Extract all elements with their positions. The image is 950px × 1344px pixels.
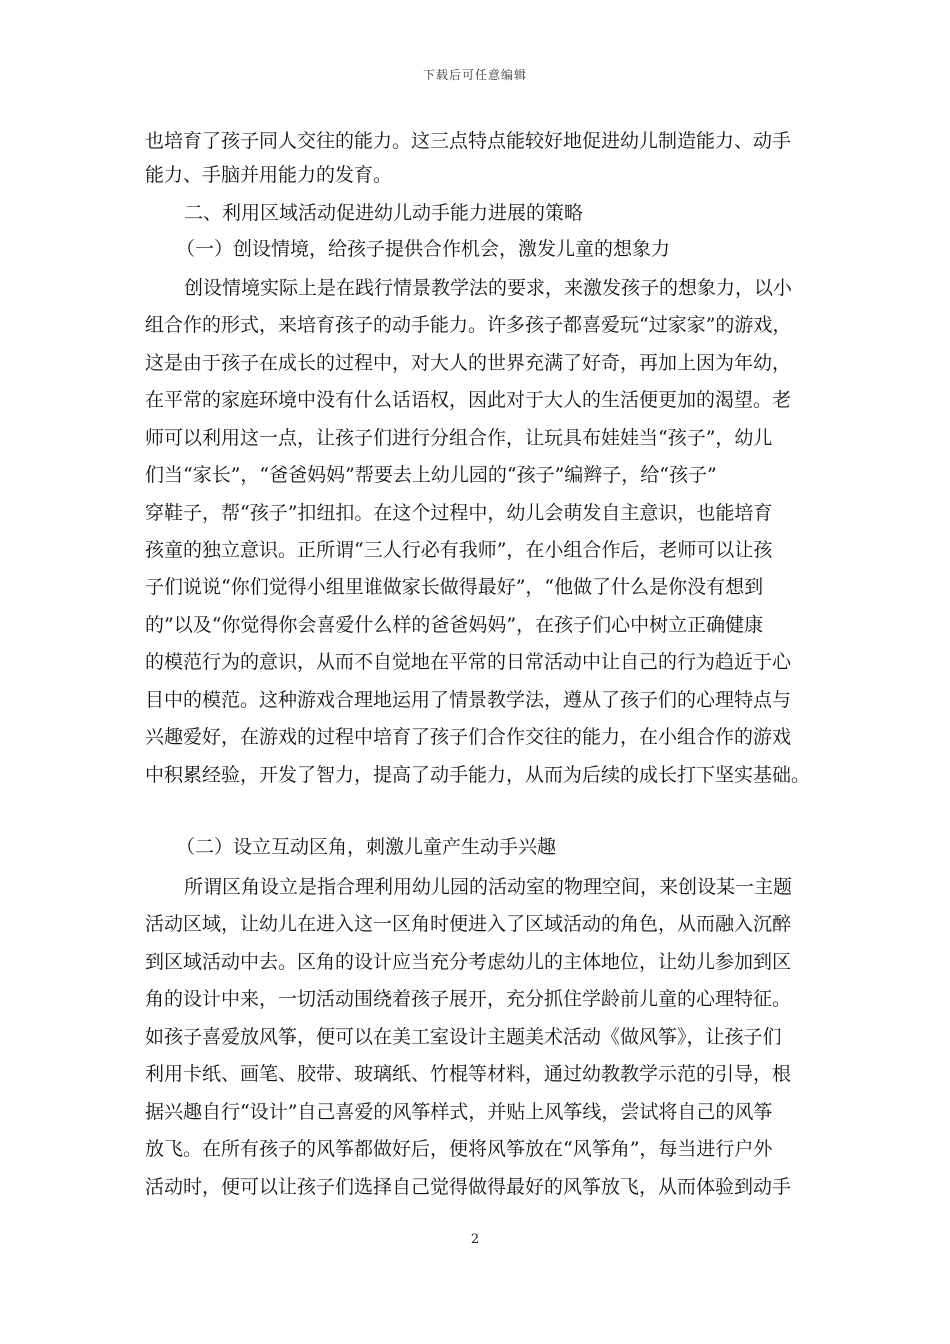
text-line: 活动区域，让幼儿在进入这一区角时便进入了区域活动的角色，从而融入沉醉 xyxy=(145,913,792,935)
text-line: 兴趣爱好，在游戏的过程中培育了孩子们合作交往的能力，在小组合作的游戏 xyxy=(145,726,792,748)
text-line: 利用卡纸、画笔、胶带、玻璃纸、竹棍等材料，通过幼教教学示范的引导，根 xyxy=(145,1063,792,1085)
text-line: 据兴趣自行“设计”自己喜爱的风筝样式，并贴上风筝线，尝试将自己的风筝 xyxy=(145,1101,773,1123)
text-line: 的模范行为的意识，从而不自觉地在平常的日常活动中让自己的行为趋近于心 xyxy=(145,651,792,673)
text-line: 到区域活动中去。区角的设计应当充分考虑幼儿的主体地位，让幼儿参加到区 xyxy=(145,951,792,973)
text-line: 能力、手脑并用能力的发育。 xyxy=(145,164,393,186)
subsection-heading: （二）设立互动区角，刺激儿童产生动手兴趣 xyxy=(176,836,557,858)
text-line: 这是由于孩子在成长的过程中，对大人的世界充满了好奇，再加上因为年幼， xyxy=(145,352,792,374)
text-line: 穿鞋子，帮“孩子”扣纽扣。在这个过程中，幼儿会萌发自主意识，也能培育 xyxy=(145,502,773,524)
subsection-heading: （一）创设情境，给孩子提供合作机会，激发儿童的想象力 xyxy=(176,238,671,260)
text-line: 所谓区角设立是指合理利用幼儿园的活动室的物理空间，来创设某一主题 xyxy=(184,876,793,898)
text-line: 也培育了孩子同人交往的能力。这三点特点能较好地促进幼儿制造能力、动手 xyxy=(145,130,792,152)
text-line: 活动时，便可以让孩子们选择自己觉得做得最好的风筝放飞，从而体验到动手 xyxy=(145,1176,792,1198)
text-line: 中积累经验，开发了智力，提高了动手能力，从而为后续的成长打下坚实基础。 xyxy=(145,764,811,786)
text-line: 角的设计中来，一切活动围绕着孩子展开，充分抓住学龄前儿童的心理特征。 xyxy=(145,988,792,1010)
text-line: 放飞。在所有孩子的风筝都做好后，便将风筝放在“风筝角”，每当进行户外 xyxy=(145,1138,773,1160)
text-line: 孩童的独立意识。正所谓“三人行必有我师”，在小组合作后，老师可以让孩 xyxy=(145,539,773,561)
text-line: 如孩子喜爱放风筝，便可以在美工室设计主题美术活动《做风筝》，让孩子们 xyxy=(145,1026,782,1048)
text-line: 子们说说“你们觉得小组里谁做家长做得最好”，“他做了什么是你没有想到 xyxy=(145,576,764,598)
text-line: 在平常的家庭环境中没有什么话语权，因此对于大人的生活便更加的渴望。老 xyxy=(145,389,792,411)
text-line: 组合作的形式，来培育孩子的动手能力。许多孩子都喜爱玩“过家家”的游戏， xyxy=(145,314,792,336)
text-line: 师可以利用这一点，让孩子们进行分组合作，让玩具布娃娃当“孩子”，幼儿 xyxy=(145,427,773,449)
text-line: 的”以及“你觉得你会喜爱什么样的爸爸妈妈”，在孩子们心中树立正确健康 xyxy=(145,614,764,636)
text-line: 目中的模范。这种游戏合理地运用了情景教学法，遵从了孩子们的心理特点与 xyxy=(145,689,792,711)
page-number: 2 xyxy=(470,1232,480,1247)
section-heading: 二、利用区域活动促进幼儿动手能力进展的策略 xyxy=(184,202,584,224)
text-line: 创设情境实际上是在践行情景教学法的要求，来激发孩子的想象力，以小 xyxy=(184,277,793,299)
page-header: 下载后可任意编辑 xyxy=(422,68,527,82)
text-line: 们当“家长”，“爸爸妈妈”帮要去上幼儿园的“孩子”编辫子，给“孩子” xyxy=(145,464,717,486)
